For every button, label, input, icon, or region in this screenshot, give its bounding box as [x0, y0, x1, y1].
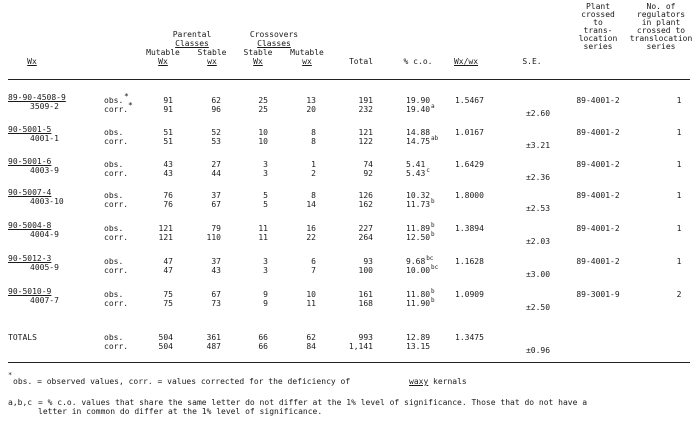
specimen-id: 90-5004-8 [8, 221, 52, 230]
stable-wx: 361 [206, 333, 221, 342]
header-plant: crossed [581, 10, 615, 19]
header-mutable-wx2: wx [302, 57, 312, 66]
total: 92 [363, 169, 373, 178]
header-regulators: No. of [646, 2, 676, 11]
mutable-wx2: 10 [306, 290, 316, 299]
significance-letter: b [431, 198, 435, 205]
mutable-wx: 75 [163, 299, 173, 308]
total: 227 [358, 224, 373, 233]
total: 1,141 [348, 342, 373, 351]
stable-Wx: 5 [263, 200, 268, 209]
pct-co: 12.89 [406, 333, 431, 342]
total: 162 [358, 200, 373, 209]
header-stable-Wx: Wx [253, 57, 263, 66]
obs-label: obs. [104, 96, 124, 105]
mutable-wx: 75 [163, 290, 173, 299]
header-stable-Wx: Stable [243, 48, 273, 57]
header-plant: trans- [583, 26, 613, 35]
specimen-subid: 4005-9 [30, 263, 59, 272]
header-regulators: series [646, 42, 676, 51]
mutable-wx: 121 [158, 233, 173, 242]
pct-co: 5.41 [406, 160, 426, 169]
header-mutable-wx2: Mutable [290, 48, 324, 57]
header-plant: Plant [585, 2, 611, 11]
stable-Wx: 3 [263, 169, 268, 178]
total: 161 [358, 290, 373, 299]
total: 122 [358, 137, 373, 146]
header-plant: to [593, 18, 603, 27]
stable-wx: 79 [211, 224, 221, 233]
wx-ratio: 1.3475 [455, 333, 484, 342]
total: 264 [358, 233, 373, 242]
footnote-star: * [8, 371, 13, 379]
mutable-wx2: 22 [306, 233, 316, 242]
mutable-wx2: 16 [306, 224, 316, 233]
mutable-wx2: 14 [306, 200, 316, 209]
pct-co: 9.68 [406, 257, 426, 266]
header-plant: series [583, 42, 613, 51]
stable-wx: 110 [206, 233, 221, 242]
mutable-wx: 43 [163, 169, 173, 178]
stable-Wx: 25 [258, 105, 268, 114]
header-mutable-wx: Mutable [146, 48, 180, 57]
stable-wx: 67 [211, 200, 221, 209]
standard-error: ±0.96 [525, 346, 551, 355]
stable-Wx: 3 [263, 257, 268, 266]
mutable-wx: 43 [163, 160, 173, 169]
stable-wx: 37 [211, 191, 221, 200]
stable-wx: 43 [211, 266, 221, 275]
footnote-waxy: waxy [409, 377, 429, 386]
total: 100 [358, 266, 373, 275]
mutable-wx2: 13 [306, 96, 316, 105]
stable-Wx: 10 [258, 137, 268, 146]
obs-label: obs. [104, 160, 124, 169]
stable-wx: 53 [211, 137, 221, 146]
footnote-abc-text: = % c.o. values that share the same letter do not differ at the 1% level of significance. Those that do not have a [38, 398, 588, 407]
wx-ratio: 1.3894 [455, 224, 484, 233]
pct-co: 12.50 [406, 233, 431, 242]
pct-co: 19.90 [406, 96, 431, 105]
obs-label: obs. [104, 128, 124, 137]
total: 74 [363, 160, 373, 169]
stable-wx: 37 [211, 257, 221, 266]
stable-Wx: 25 [258, 96, 268, 105]
specimen-subid: 4004-9 [30, 230, 59, 239]
pct-co: 11.90 [406, 299, 431, 308]
footnote-star-text: kernals [433, 377, 467, 386]
wx-ratio: 1.8000 [455, 191, 484, 200]
significance-letter: bc [426, 255, 434, 262]
header-crossovers: Crossovers [249, 30, 299, 39]
mutable-wx: 51 [163, 128, 173, 137]
specimen-subid: 4003-10 [30, 197, 64, 206]
total: 168 [358, 299, 373, 308]
plant-id: 89-4001-2 [576, 160, 620, 169]
pct-co: 11.80 [406, 290, 431, 299]
total: 191 [358, 96, 373, 105]
specimen-id: 90-5010-9 [8, 287, 52, 296]
pct-co: 10.00 [406, 266, 431, 275]
obs-label: obs. [104, 191, 124, 200]
plant-id: 89-4001-2 [576, 191, 620, 200]
stable-wx: 62 [211, 96, 221, 105]
significance-letter: ab [431, 135, 439, 142]
mutable-wx2: 20 [306, 105, 316, 114]
pct-co: 14.88 [406, 128, 431, 137]
mutable-wx: 91 [163, 96, 173, 105]
standard-error: ±3.21 [525, 141, 551, 150]
total: 993 [358, 333, 373, 342]
regulators-count: 1 [676, 257, 682, 266]
corr-label: corr. [104, 105, 129, 114]
regulators-count: 1 [676, 160, 682, 169]
pct-co: 19.40 [406, 105, 431, 114]
significance-letter: c [426, 167, 430, 174]
stable-Wx: 9 [263, 290, 268, 299]
significance-letter: bc [431, 264, 439, 271]
mutable-wx2: 8 [311, 128, 316, 137]
mutable-wx2: 2 [311, 169, 316, 178]
plant-id: 89-4001-2 [576, 128, 620, 137]
wx-ratio: 1.0909 [455, 290, 484, 299]
wx-ratio: 1.0167 [455, 128, 484, 137]
stable-wx: 73 [211, 299, 221, 308]
stable-Wx: 10 [258, 128, 268, 137]
regulators-count: 1 [676, 224, 682, 233]
stable-wx: 27 [211, 160, 221, 169]
header-crossovers: Classes [257, 39, 291, 48]
stable-wx: 67 [211, 290, 221, 299]
pct-co: 14.75 [406, 137, 431, 146]
obs-label: obs. [104, 257, 124, 266]
corr-label: corr. [104, 342, 129, 351]
header-ratio: Wx/wx [453, 57, 479, 66]
wx-ratio: 1.1628 [455, 257, 484, 266]
header-regulators: translocation [629, 34, 693, 43]
header-regulators: in plant [641, 18, 681, 27]
footnote-mark: * [124, 92, 129, 101]
header-regulators: regulators [636, 10, 686, 19]
specimen-id: 90-5007-4 [8, 188, 52, 197]
mutable-wx2: 6 [311, 257, 316, 266]
significance-letter: b [431, 222, 435, 229]
specimen-id: 90-5001-6 [8, 157, 52, 166]
footer-rule [8, 362, 690, 363]
mutable-wx2: 11 [306, 299, 316, 308]
mutable-wx: 91 [163, 105, 173, 114]
corr-label: corr. [104, 233, 129, 242]
header-pct-co: % c.o. [403, 57, 433, 66]
mutable-wx: 504 [158, 342, 173, 351]
header-parental: Classes [175, 39, 209, 48]
regulators-count: 1 [676, 128, 682, 137]
total: 121 [358, 128, 373, 137]
specimen-subid: 3509-2 [30, 102, 59, 111]
pct-co: 11.73 [406, 200, 431, 209]
stable-Wx: 3 [263, 266, 268, 275]
regulators-count: 2 [676, 290, 682, 299]
pct-co: 11.89 [406, 224, 431, 233]
mutable-wx2: 62 [306, 333, 316, 342]
footnote-star-text: obs. = observed values, corr. = values corrected for the deficiency of [13, 377, 351, 386]
total: 232 [358, 105, 373, 114]
stable-wx: 487 [206, 342, 221, 351]
stable-Wx: 5 [263, 191, 268, 200]
wx-ratio: 1.5467 [455, 96, 484, 105]
mutable-wx: 76 [163, 191, 173, 200]
stable-Wx: 11 [258, 233, 268, 242]
total: 93 [363, 257, 373, 266]
significance-letter: b [431, 231, 435, 238]
header-se: S.E. [522, 57, 542, 66]
mutable-wx: 76 [163, 200, 173, 209]
mutable-wx: 51 [163, 137, 173, 146]
specimen-id: 90-5012-3 [8, 254, 52, 263]
pct-co: 10.32 [406, 191, 431, 200]
mutable-wx: 47 [163, 266, 173, 275]
header-wx: Wx [27, 57, 37, 66]
mutable-wx2: 7 [311, 266, 316, 275]
corr-label: corr. [104, 200, 129, 209]
footnote-mark: * [128, 101, 133, 110]
total: 126 [358, 191, 373, 200]
mutable-wx2: 8 [311, 137, 316, 146]
corr-label: corr. [104, 299, 129, 308]
stable-Wx: 11 [258, 224, 268, 233]
specimen-id: 89-90-4508-9 [8, 93, 66, 102]
mutable-wx2: 8 [311, 191, 316, 200]
mutable-wx: 504 [158, 333, 173, 342]
stable-wx: 44 [211, 169, 221, 178]
stable-wx: 96 [211, 105, 221, 114]
header-regulators: crossed to [636, 26, 686, 35]
specimen-id: 90-5001-5 [8, 125, 52, 134]
stable-Wx: 3 [263, 160, 268, 169]
header-plant: location [578, 34, 618, 43]
totals-label: TOTALS [8, 333, 37, 342]
plant-id: 89-4001-2 [576, 224, 620, 233]
mutable-wx2: 84 [306, 342, 316, 351]
header-parental: Parental [172, 30, 212, 39]
standard-error: ±2.60 [525, 109, 551, 118]
header-total: Total [348, 57, 374, 66]
stable-Wx: 66 [258, 342, 268, 351]
footnote-abc: a,b,c [8, 398, 33, 407]
stable-wx: 52 [211, 128, 221, 137]
obs-label: obs. [104, 224, 124, 233]
regulators-count: 1 [676, 191, 682, 200]
stable-Wx: 9 [263, 299, 268, 308]
plant-id: 89-4001-2 [576, 257, 620, 266]
pct-co: 13.15 [406, 342, 431, 351]
pct-co: 5.43 [406, 169, 426, 178]
obs-label: obs. [104, 290, 124, 299]
footnote-abc-text: letter in common do differ at the 1% level of significance. [38, 407, 323, 416]
specimen-subid: 4003-9 [30, 166, 59, 175]
plant-id: 89-4001-2 [576, 96, 620, 105]
specimen-subid: 4007-7 [30, 296, 59, 305]
corr-label: corr. [104, 266, 129, 275]
mutable-wx: 47 [163, 257, 173, 266]
regulators-count: 1 [676, 96, 682, 105]
header-stable-wx: Stable [197, 48, 227, 57]
obs-label: obs. [104, 333, 124, 342]
specimen-subid: 4001-1 [30, 134, 59, 143]
standard-error: ±2.50 [525, 303, 551, 312]
header-stable-wx: wx [207, 57, 217, 66]
stable-Wx: 66 [258, 333, 268, 342]
corr-label: corr. [104, 169, 129, 178]
standard-error: ±2.36 [525, 173, 551, 182]
significance-letter: a [431, 103, 435, 110]
standard-error: ±3.00 [525, 270, 551, 279]
standard-error: ±2.53 [525, 204, 551, 213]
header-rule [8, 79, 690, 80]
plant-id: 89-3001-9 [576, 290, 620, 299]
header-mutable-wx: Wx [158, 57, 168, 66]
mutable-wx2: 1 [311, 160, 316, 169]
wx-ratio: 1.6429 [455, 160, 484, 169]
mutable-wx: 121 [158, 224, 173, 233]
corr-label: corr. [104, 137, 129, 146]
significance-letter: b [431, 288, 435, 295]
standard-error: ±2.03 [525, 237, 551, 246]
significance-letter: b [431, 297, 435, 304]
